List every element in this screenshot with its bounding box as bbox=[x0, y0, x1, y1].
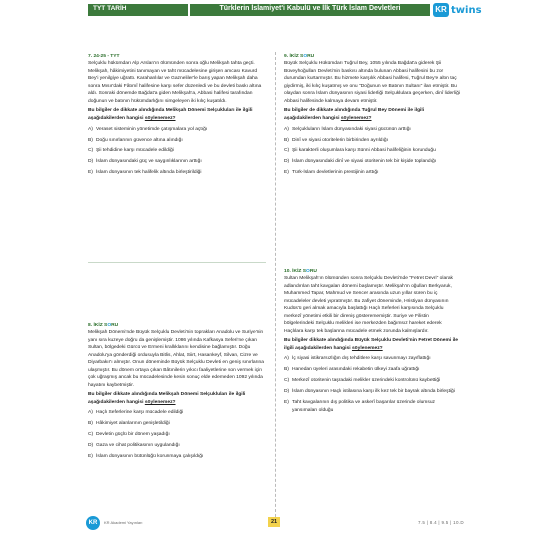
question-number: 10. bbox=[284, 269, 291, 274]
option-d[interactable]: D) Gaza ve cihat politikasının uygulandığı bbox=[88, 443, 180, 449]
question-8 bbox=[88, 322, 266, 461]
option-e[interactable]: E) İslam dünyasının bütünlüğü korunmaya çalışıldığı bbox=[88, 454, 204, 460]
page-title: Türklerin İslamiyet'i Kabulü ve İlk Türk İslam Devletleri bbox=[219, 5, 401, 12]
option-a[interactable]: A) Haçlı Seferlerine karşı mücadele edildiği bbox=[88, 410, 184, 416]
question-stem: Bu bilgiler de dikkate alındığında Tuğrul Bey Dönemi ile ilgili aşağıdakilerden hangisi söylenemez? bbox=[284, 108, 425, 121]
option-a[interactable]: A) Veraset sisteminin yönetimde çatışmalara yol açtığı bbox=[88, 126, 208, 132]
answer-key: 7.5 | 8.4 | 9.5 | 10.D bbox=[418, 520, 464, 525]
question-number: 7. bbox=[88, 54, 93, 59]
question-tag: İKİZ SORU bbox=[292, 269, 317, 274]
option-d[interactable]: D) İslam dünyasının Haçlı istilasına karşı ilk kez tek bir bayrak altında birleştiği bbox=[284, 389, 455, 395]
option-b[interactable]: B) Doğu sınırlarının güvence altına alındığı bbox=[88, 137, 183, 143]
page-header bbox=[0, 0, 550, 20]
option-e[interactable]: E) Türk-İslam devletlerinin prestijinin arttığı bbox=[284, 170, 379, 176]
option-c[interactable]: C) Şii karakterli oluşumlara karşı Sünni Abbasi halifeliğinin korunduğu bbox=[284, 148, 436, 154]
column-divider bbox=[275, 52, 276, 522]
question-stem: Bu bilgiler de dikkate alındığında Melikşah Dönemi Selçukluları ile ilgili aşağıdakilerden hangisi söylenemez? bbox=[88, 108, 253, 121]
question-10 bbox=[284, 268, 460, 414]
brand-wordmark: twins bbox=[451, 4, 482, 16]
question-9 bbox=[284, 53, 460, 177]
question-passage: Melikşah Dönemi'nde Büyük Selçuklu Devleti'nin toprakları Anadolu ve Suriye'nin yanı sıra kuzeye doğru da genişlemiştir. 1086 yılında Kafkasya Seferi'ne çıkan Sultan, bölgedeki Gürcü ve Ermeni krallıklarını kendisine bağlamıştır. Doğu Anadolu'ya gönderdiği ordusuyla Bitlis, Ahlat, Siirt, Hasankeyf, Silvan, Cizre ve Diyarbakır'ı almıştır. Onun döneminde Büyük Selçuklu Devleti en geniş sınırlarına ulaşmıştır. Bu dönem ortaya çıkan Bâtınilerin yıkıcı faaliyetlerine son vermek için çok uğraşmış ancak bu mücadelesinde kesin sonuç elde edemeden 1092 yılında hayatını kaybetmiştir. bbox=[88, 330, 264, 388]
question-stem: Bu bilgiler dikkate alındığında Büyük Selçuklu Devleti'nin Fetret Dönemi ile ilgili aşağıdakilerden hangisi söylenemez? bbox=[284, 338, 459, 351]
option-b[interactable]: B) Dinî ve siyasi otoritelerin birbirinden ayrıldığı bbox=[284, 137, 388, 143]
option-c[interactable]: C) Şii tehdidine karşı mücadele edildiği bbox=[88, 148, 174, 154]
page-number: 21 bbox=[268, 517, 280, 527]
option-a[interactable]: A) İç siyasi istikrarsızlığın dış tehditlere karşı savunmayı zayıflattığı bbox=[284, 356, 431, 362]
question-passage: Sultan Melikşah'ın ölümünden sonra Selçuklu Devleti'nde "Fetret Devri" olarak adlandırılan taht kavgaları dönemi başlamıştır. Melikşah'ın oğulları Berkyaruk, Muhammed Tapar, Mahmud ve Sencer arasında uzun yıllar süren bu iç mücadeleler devleti yıpratmıştır. Bu zafiyet döneminde, Hristiyan dünyasının Kudüs'ü geri almak amacıyla başlattığı Haçlı Seferleri karşısında Selçuklu merkezî yönetimi etkili bir direniş gösterememiştir. Suriye ve Filistin bölgelerindeki Selçuklu melikleri ise merkezden bağımsız hareket ederek Haçlılara karşı tek başlarına mücadele etmek zorunda kalmışlardır. bbox=[284, 276, 453, 334]
brand-mark-icon: KR bbox=[433, 3, 449, 17]
publisher-name: KR Akademi Yayınları bbox=[104, 520, 143, 525]
option-c[interactable]: C) Merkezî otoritenin taşradaki melikler üzerindeki kontrolünü kaybettiği bbox=[284, 378, 441, 384]
option-e[interactable]: E) Taht kavgalarının dış politika ve askerî başarılar üzerinde olumsuz yansımaları olduğu bbox=[284, 400, 435, 413]
section-separator bbox=[88, 262, 266, 263]
subject-label: TYT TARİH bbox=[93, 5, 127, 12]
option-b[interactable]: B) Hâkimiyet alanlarının genişletildiği bbox=[88, 421, 170, 427]
option-b[interactable]: B) Hanedan üyeleri arasındaki rekabetin ülkeyi zaafa uğrattığı bbox=[284, 367, 420, 373]
publisher-logo-icon: KR bbox=[86, 516, 100, 530]
option-d[interactable]: D) İslam dünyasındaki dinî ve siyasi otoritenin tek bir kişide toplandığı bbox=[284, 159, 437, 165]
question-source: 24-25 - TYT bbox=[93, 54, 120, 59]
option-e[interactable]: E) İslam dünyasının tek halifelik altında birleştirildiği bbox=[88, 170, 202, 176]
brand-logo bbox=[433, 2, 497, 18]
question-passage: Selçuklu hükümdarı Alp Arslan'ın ölümünden sonra oğlu Melikşah tahta geçti. Melikşah, hâkimiyetini tanımayan ve taht mücadelesine girişen amcası Kavurd Bey'i yenilgiye uğrattı. Karahanlılar ve Gazneliler'le barış yapan Melikşah daha sonra Mısır'daki Fâtımî halifesine karşı sefer düzenledi ve bu devleti baskı altına aldı. Sonraki dönemde Bağdat'a giden Melikşah'a, Abbasi halifesi tarafından doğunun ve batının hükümdarlığını simgeleyen iki kılıç kuşatıldı. bbox=[88, 61, 262, 104]
question-number: 9. bbox=[284, 54, 289, 59]
option-d[interactable]: D) İslam dünyasındaki güç ve saygınlıklarının arttığı bbox=[88, 159, 202, 165]
option-c[interactable]: C) Devletin güçlü bir dönem yaşadığı bbox=[88, 432, 170, 438]
question-7 bbox=[88, 53, 266, 177]
option-a[interactable]: A) Selçukluların İslam dünyasındaki siyasi gücünün arttığı bbox=[284, 126, 411, 132]
question-passage: Büyük Selçuklu Hükümdarı Tuğrul Bey, 1055 yılında Bağdat'a giderek Şii Büveyhoğulları Devleti'nin baskısı altında bulunan Abbasi halifesini bu zor durumdan kurtarmıştır. Bu hizmete karşılık Abbasi halifesi, Tuğrul Bey'e altın taç giydirmiş, iki kılıç kuşatmış ve onu "Doğunun ve Batının Sultanı" ilan etmiştir. Bu olaydan sonra İslam dünyasının siyasi liderliği Selçuklulara geçerken, dinî liderliği Abbasi halifesinde kalmaya devam etmiştir. bbox=[284, 61, 460, 104]
question-tag: İKİZ SORU bbox=[289, 54, 315, 59]
question-tag: İKİZ SORU bbox=[93, 323, 119, 328]
page-footer bbox=[0, 512, 550, 550]
question-number: 8. bbox=[88, 323, 93, 328]
question-stem: Bu bilgiler dikkate alındığında Melikşah Dönemi Selçukluları ile ilgili aşağıdakilerden hangisi söylenemez? bbox=[88, 392, 246, 405]
